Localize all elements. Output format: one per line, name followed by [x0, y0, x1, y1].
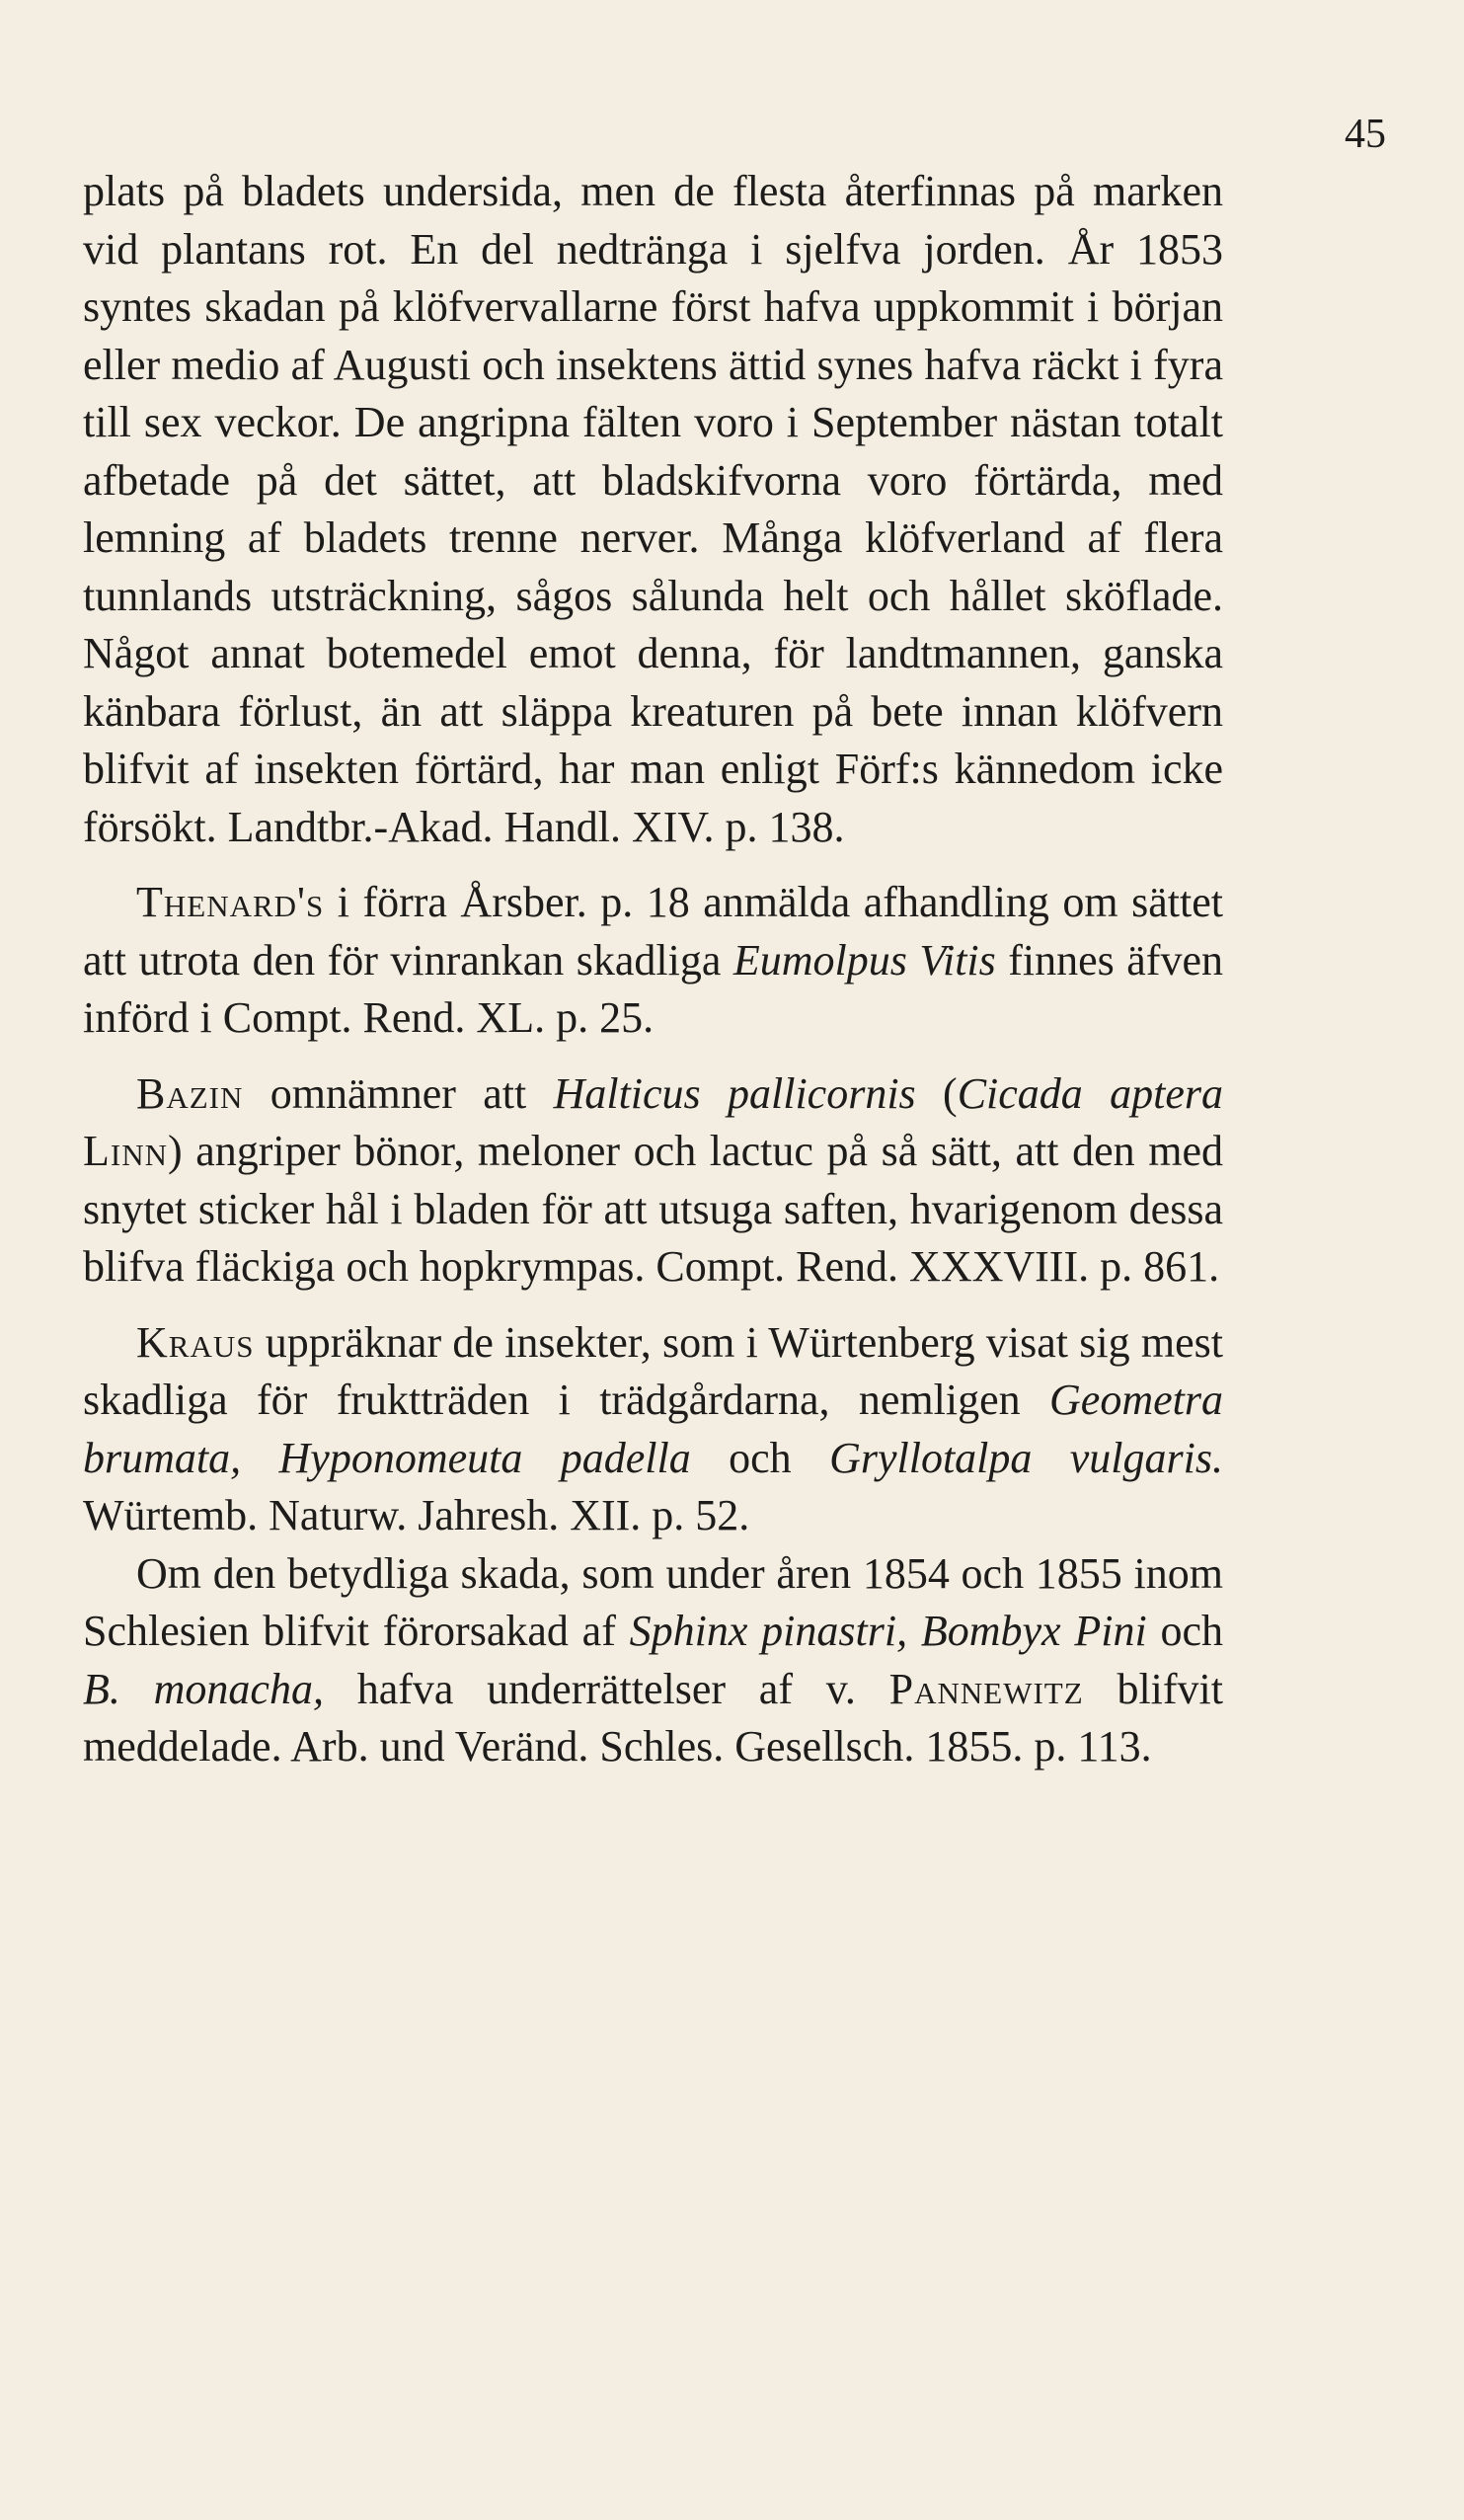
paragraph — [83, 1314, 1223, 1545]
italic-text: B. monacha, — [83, 1664, 324, 1713]
text-run: omnämner att — [243, 1068, 554, 1118]
italic-text: Gryllotalpa vulgaris. — [829, 1433, 1224, 1482]
author-name: Bazin — [136, 1068, 244, 1118]
text-run: i förra Årsber. p. 18 anmälda afhandling om sättet att utrota den för vinrankan skadliga — [83, 878, 1223, 984]
paragraph — [83, 874, 1223, 1048]
text-run: Würtemb. Naturw. Jahresh. XII. p. 52. — [83, 1491, 750, 1539]
text-run: ) angriper bönor, meloner och lactuc på så sätt, att den med snytet sticker hål i bladen för att utsuga saften, hvarigenom dessa blifva fläckiga och hopkrympas. Compt. Rend. XXXVIII. p. 861. — [83, 1127, 1223, 1291]
italic-text: Geometra brumata, Hyponomeuta padella — [83, 1376, 1223, 1482]
page-number: 45 — [1345, 112, 1386, 157]
text-run: blifvit meddelade. Arb. und Veränd. Schles. Gesellsch. 1855. p. 113. — [83, 1664, 1223, 1771]
italic-text: Sphinx pinastri, Bombyx Pini — [629, 1607, 1147, 1655]
body-text — [83, 163, 1223, 1776]
text-run: hafva underrättelser af v. — [323, 1664, 889, 1713]
paragraph — [83, 1065, 1223, 1297]
italic-text: Cicada aptera — [957, 1068, 1224, 1118]
text-run: Om den betydliga skada, som under åren 1854 och 1855 inom Schlesien blifvit förorsakad af — [83, 1548, 1223, 1655]
paragraph — [83, 163, 1223, 856]
paragraph — [83, 1545, 1223, 1776]
text-run: och — [1146, 1607, 1223, 1655]
author-name: Kraus — [136, 1317, 255, 1367]
italic-text: Halticus pallicornis — [553, 1068, 916, 1118]
author-name: Pannewitz — [888, 1664, 1084, 1713]
author-name: Linn — [83, 1127, 168, 1175]
text-run: finnes äfven införd i Compt. Rend. XL. p. 25. — [83, 935, 1223, 1042]
text-run: plats på bladets undersida, men de flesta återfinnas på marken vid plantans rot. En del nedtränga i sjelfva jorden. År 1853 syntes skadan på klöfvervallarne först hafva uppkommit i början eller medio af Augusti och insektens ättid synes hafva räckt i fyra till sex veckor. De angripna fälten voro i September nästan totalt afbetade på det sättet, att bladskifvorna voro förtärda, med lemning af bladets trenne nerver. Många klöfverland af flera tunnlands utsträckning, sågos sålunda helt och hållet sköflade. Något annat botemedel emot denna, för landtmannen, ganska känbara förlust, än att släppa kreaturen på bete innan klöfvern blifvit af insekten förtärd, har man enligt Förf:s kännedom icke försökt. Landtbr.-Akad. Handl. XIV. p. 138. — [83, 167, 1223, 851]
text-run: uppräknar de insekter, som i Würtenberg visat sig mest skadliga för fruktträden i trädgårdarna, nemligen — [83, 1317, 1223, 1424]
author-name: Thenard's — [136, 878, 325, 926]
text-run: och — [690, 1433, 830, 1482]
text-run: ( — [915, 1068, 958, 1118]
italic-text: Eumolpus Vitis — [732, 935, 996, 984]
